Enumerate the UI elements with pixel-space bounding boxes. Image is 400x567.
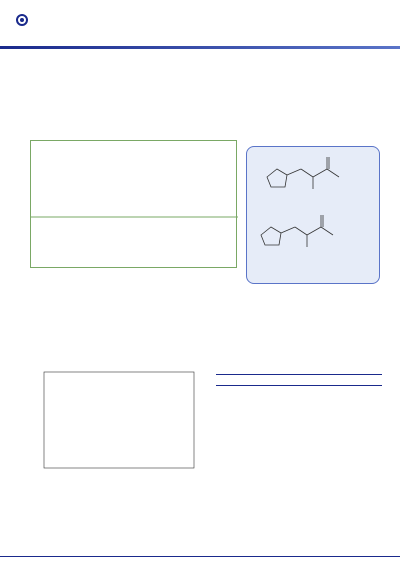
fig1-spectra-panel bbox=[30, 140, 237, 268]
plot-frame bbox=[44, 372, 194, 468]
jeol-logo bbox=[14, 14, 28, 26]
fig2-rosy-plot bbox=[30, 352, 210, 512]
molecule-panel bbox=[246, 146, 380, 284]
logo-mark-icon bbox=[16, 14, 28, 26]
side-column bbox=[216, 372, 382, 394]
fig2-rosy-svg bbox=[30, 352, 210, 512]
header-rule bbox=[0, 46, 400, 49]
tips-heading bbox=[216, 383, 382, 386]
molecule-structures bbox=[247, 147, 381, 285]
page-footer bbox=[0, 556, 400, 567]
page-header bbox=[0, 0, 400, 42]
fig1-spectra-svg bbox=[31, 141, 238, 269]
histidine-hcl-structure bbox=[261, 215, 333, 247]
rosy-method-section bbox=[216, 372, 382, 375]
histidine-structure bbox=[267, 157, 339, 189]
rosy-method-heading bbox=[216, 372, 382, 375]
tips-section bbox=[216, 383, 382, 386]
